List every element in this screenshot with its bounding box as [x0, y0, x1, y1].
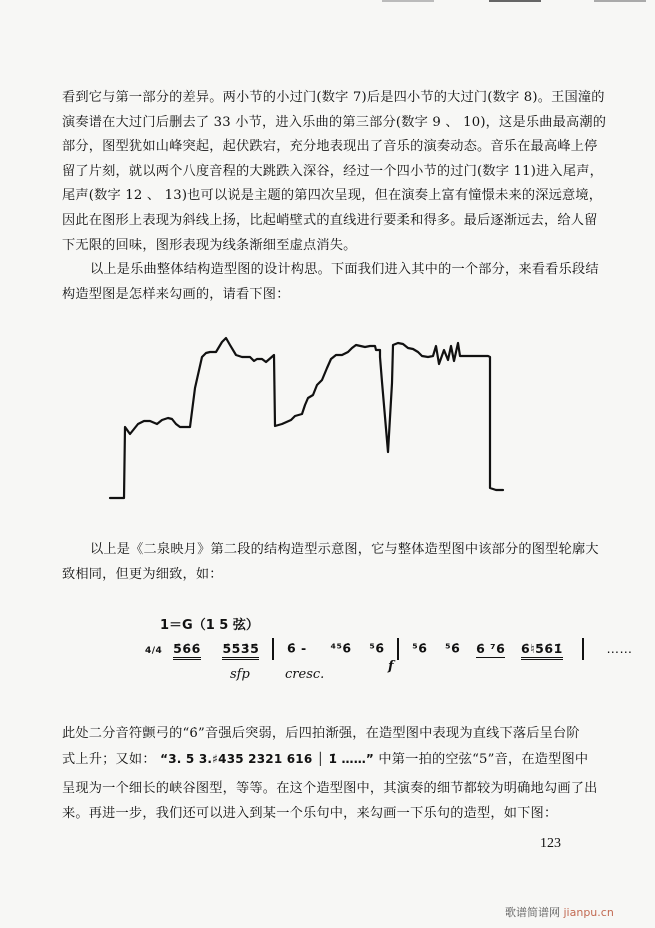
text-line-with-notation — [62, 747, 602, 772]
text-line: 以上是乐曲整体结构造型图的设计构思。下面我们进入其中的一个部分，来看看乐段结 — [90, 262, 599, 277]
note-group: ⁴⁵6̇ — [330, 640, 352, 656]
text-line: 呈现为一个细长的峡谷图型，等等。在这个造型图中，其演奏的细节都较为明确地勾画了出 — [62, 781, 598, 797]
score-key-signature: 1＝G（1 5 弦） — [160, 618, 259, 633]
barline — [272, 638, 274, 660]
dynamic-marking-cresc: cresc. — [285, 667, 325, 682]
text-line: 来。再进一步，我们还可以进入到某一个乐句中，来勾画一下乐句的造型，如下图： — [62, 805, 558, 821]
barline — [397, 638, 399, 660]
barline — [582, 638, 584, 660]
watermark-cn: 歌谱简谱网 — [505, 906, 560, 919]
note-group: ⁵6̇ — [445, 640, 461, 656]
score-continuation: …… — [606, 640, 633, 656]
text-fragment: 中第一拍的空弦“5”音，在造型图中 — [378, 751, 589, 767]
dynamic-marking-sfp: sfp — [230, 667, 250, 682]
note-group: ⁵6̇ — [412, 640, 428, 656]
watermark-latin: jianpu.cn — [563, 906, 614, 919]
text-line: 部分，图型犹如山峰突起，起伏跌宕，充分地表现出了音乐的演奏动态。音乐在最高峰上停 — [62, 139, 598, 155]
contour-line — [110, 338, 503, 498]
paragraph-4 — [62, 722, 602, 826]
text-line: 因此在图形上表现为斜线上扬，比起峭壁式的直线进行要柔和得多。最后逐渐远去，给人留 — [62, 212, 598, 228]
note-group: 6̇ - — [287, 640, 307, 656]
note-group: 6̇ ⁷6̇ — [476, 640, 506, 656]
text-line: 尾声(数字 12 、 13)也可以说是主题的第四次呈现，但在演奏上富有憧憬未来的深远意境， — [62, 188, 603, 204]
note-group: ⁵6̇ — [369, 640, 385, 656]
text-line: 留了片刻，就以两个八度音程的大跳跌入深谷，经过一个四小节的过门(数字 11)进入尾声， — [62, 163, 603, 179]
inline-score-excerpt: “3. 5 3.♯435 2321 616 │ 1̇ ……” — [160, 751, 374, 766]
paragraph-3 — [62, 538, 602, 587]
text-line: 以上是《二泉映月》第二段的结构造型示意图，它与整体造型图中该部分的图型轮廓大 — [90, 542, 599, 557]
note-group: 5̇6̇6̇ — [173, 641, 201, 660]
page-number: 123 — [540, 836, 561, 851]
text-line: 此处二分音符颤弓的“6̇”音强后突弱，后四拍渐强，在造型图中表现为直线下落后呈台阶 — [62, 726, 580, 741]
dynamic-marking-f: f — [388, 659, 394, 674]
text-line: 致相同，但更为细致，如： — [62, 566, 223, 582]
score-notation — [145, 638, 633, 660]
text-line: 下无限的回味，图形表现为线条渐细至虚点消失。 — [62, 237, 357, 253]
text-line: 看到它与第一部分的差异。两小节的小过门(数字 7)后是四小节的大过门(数字 8)。王国潼的 — [62, 90, 605, 105]
note-group: 6̇♮5̇6̇1̇ — [521, 641, 563, 660]
time-signature: 4/4 — [145, 645, 163, 656]
site-watermark — [505, 904, 614, 920]
note-group: 5̇5̇3̇5̇ — [222, 641, 259, 660]
text-line: 演奏谱在大过门后删去了 33 小节，进入乐曲的第三部分(数字 9 、 10)，这是乐曲最高潮的 — [62, 114, 607, 130]
text-fragment: 式上升；又如： — [62, 751, 156, 767]
text-line: 构造型图是怎样来勾画的，请看下图： — [62, 286, 290, 302]
